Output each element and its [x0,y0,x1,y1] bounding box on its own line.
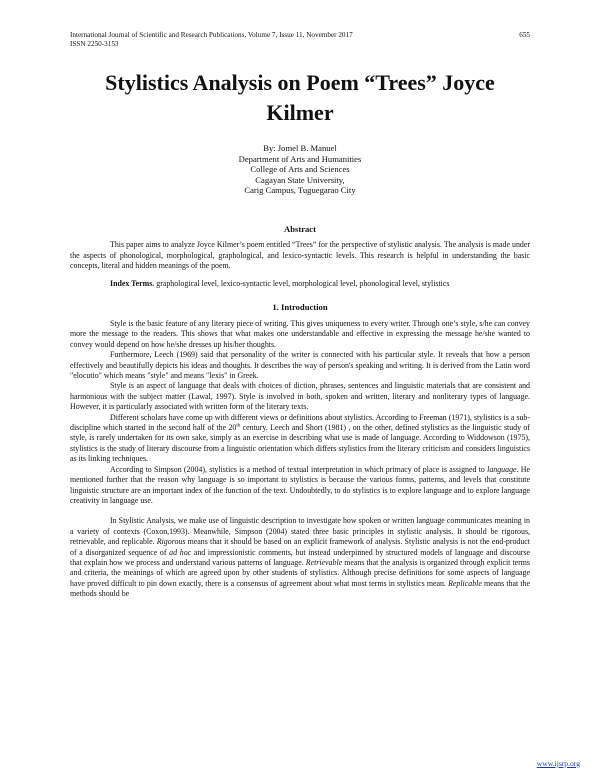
introduction-body [70,319,530,600]
author-campus: Carig Campus, Tuguegarao City [244,185,356,195]
title-line-2: Kilmer [266,100,334,125]
page-number: 655 [519,31,530,39]
author-college: College of Arts and Sciences [250,164,350,174]
issn: ISSN 2250-3153 [70,40,119,48]
journal-website-link[interactable]: www.ijsrp.org [536,759,580,768]
abstract-heading: Abstract [284,224,316,234]
author-university: Cagayan State University, [255,174,345,185]
author-department: Department of Arts and Humanities [238,153,362,164]
paragraph: Style is the basic feature of any literary piece of writing. This gives uniqueness to every writer. Through one’s style, s/he can convey more the message to the readers. This shows that what makes one understandable and effective in expressing the message he/she wanted to convey would depend on how he/she dresses up his/her thoughts. [70,319,530,349]
paragraph-text: . He mentioned further that the reason why language is so important to stylistics is because the various forms, patterns, and levels that constitute linguistic structure are an important index of the function of the text. Undoubtedly, to do stylistics is to explore language and to explore language creativity in language use. [70,464,530,505]
journal-header [70,31,530,49]
journal-line: International Journal of Scientific and Research Publications, Volume 7, Issue 11, November 2017 [70,31,353,39]
index-terms [70,279,530,290]
paragraph-text: In Stylistic Analysis, we make use of linguistic description to investigate how spoken or written language communicates meaning in a variety of contexts (Coxon,1993). Meanwhile, Simpson (2004) stated three basic principles in stylistic analysis. It should be rigorous, retrievable, and replicable. [70,516,530,547]
section-heading-introduction: 1. Introduction [272,302,328,312]
paragraph-text: According to Simpson (2004), stylistics is a method of textual interpretation in which primacy of place is assigned to [110,464,488,474]
paper-title [60,68,540,128]
paragraph-text: means that the methods should be [70,578,530,599]
author-byline: By: Jomel B. Manuel [263,143,337,153]
paragraph [70,516,530,599]
abstract-text: This paper aims to analyze Joyce Kilmer’s poem entitled “Trees” for the perspective of stylistic analysis. The analysis is made under the aspects of phonological, morphological, graphological, and lexico-syntactic levels. This research is helpful in understanding the basic concepts, literal and hidden meanings of the poem. [70,240,530,271]
paragraph-text: and impressionistic comments, but instead underpinned by structured models of language and discourse that explain how we process and understand various patterns of language. [70,547,530,567]
paragraph-text: means that the analysis is organized through explicit terms and criteria, the meanings of which are agreed upon by other students of stylistics. Although precise definitions for some aspects of language have proved difficult to pin down exactly, there is a consensus of agreement about what most terms in stylistics mean. [70,557,530,588]
paragraph: Furthermore, Leech (1969) said that personality of the writer is connected with his particular style. It reveals that how a person effectively and beautifully depicts his ideas and thoughts. It describes the way of person's speaking and writing. It is derived from the Latin word "elocutio" which means "style" and means "lexis" in Greek. [70,350,530,381]
paragraph-text: century. Leech and Short (1981) , on the other, defined stylistics as the linguistic study of style, is rarely undertaken for its own sake, simply as an exercise in describing what use is made of language. According to Widdowson (1975), stylistics is the study of literary discourse from a linguistic orientation which differs stylistics from the literary criticism and considers linguistics as its linking techniques. [70,423,530,464]
emphasis: Replicable [448,578,482,588]
emphasis: Retrievable [305,557,343,567]
emphasis: ad hoc [169,547,192,557]
emphasis: language [487,464,517,474]
paragraph-text: means that it should be based on an explicit framework of analysis. Stylistic analysis is not the end-product of a disorganized sequence of [70,537,530,557]
paragraph: Style is an aspect of language that deals with choices of diction, phrases, sentences and linguistic materials that are consistent and harmonious with the subject matter (Lawal, 1997). Style is involved in both, spoken and written, literary and nonliterary types of language. However, it is particularly associated with written form of the literary texts. [70,381,530,412]
index-terms-label: Index Terms. [110,279,155,288]
emphasis: Rigorous [156,537,186,547]
paragraph [70,465,530,507]
title-line-1: Stylistics Analysis on Poem “Trees” Joyce [105,70,495,95]
paragraph [70,413,530,465]
paragraph-text: Different scholars have come up with different views or definitions about stylistics. According to Freeman (1971), stylistics is a sub-discipline which started in the second half of the 20 [70,412,530,433]
author-block [150,143,450,196]
superscript: th [236,423,241,429]
index-terms-text: graphological level, lexico-syntactic level, morphological level, phonological level, stylistics [154,279,450,288]
